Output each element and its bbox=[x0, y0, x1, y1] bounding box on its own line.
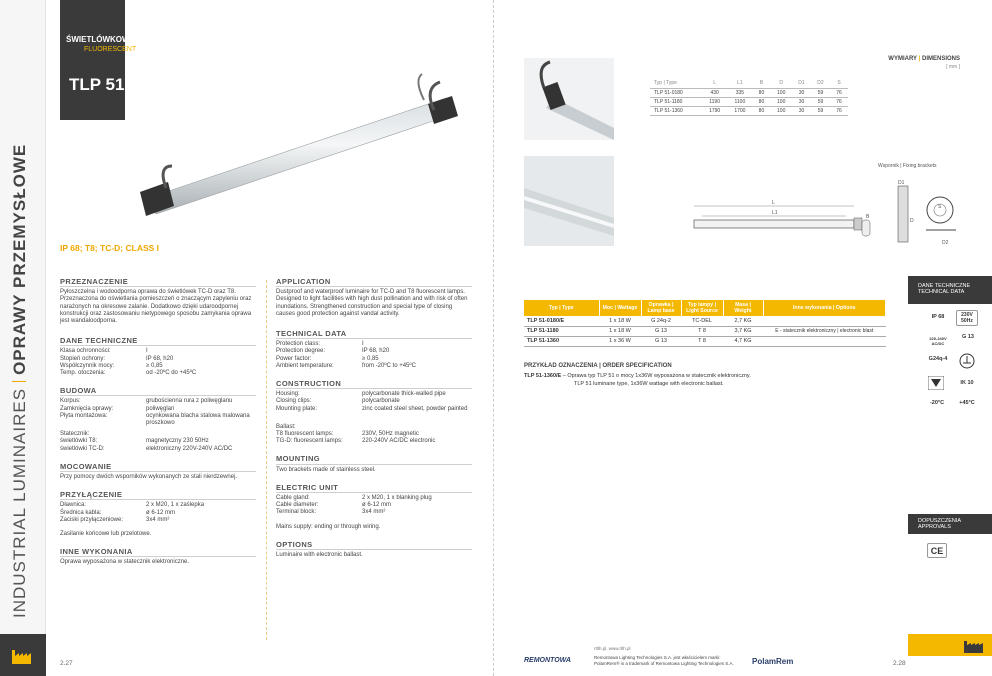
vertical-title-light: INDUSTRIAL LUMINAIRES bbox=[10, 387, 29, 618]
ip-class-line: IP 68; T8; TC-D; CLASS I bbox=[60, 243, 160, 253]
product-photo bbox=[128, 70, 478, 220]
factory-icon bbox=[908, 634, 992, 656]
en-options-text: Luminaire with electronic ballast. bbox=[276, 552, 363, 559]
en-conn-note: Mains supply: ending or through wiring. bbox=[276, 523, 381, 530]
en-tech-row: Power factor: ≥ 0,85 bbox=[276, 355, 379, 362]
polish-column bbox=[60, 278, 256, 567]
product-tag bbox=[60, 0, 137, 120]
pl-ballast-heading: Statecznik: bbox=[60, 431, 90, 438]
pl-purpose-heading: PRZEZNACZENIE bbox=[60, 278, 256, 287]
footer-line1: Remontowa Lighting Technologies S.A. jest właścicielem marki: bbox=[594, 655, 721, 660]
en-conn-row: Terminal block: 3x4 mm² bbox=[276, 509, 386, 516]
en-purpose-text: Dustproof and waterproof luminaire for TC-D and T8 fluorescent lamps. Designed to light facilities with high dust pollination and with risk of often inundations. Strengthened construction and special type of closing causes good protection against vandal activity. bbox=[276, 289, 468, 317]
en-purpose-heading: APPLICATION bbox=[276, 278, 472, 287]
en-mount-heading: MOUNTING bbox=[276, 455, 472, 464]
pl-build-row: Zamknięcia oprawy: poliwęglan bbox=[60, 405, 175, 412]
pl-build-row: Korpus: grubościenna rura z poliwęglanu bbox=[60, 398, 233, 405]
pl-conn-note: Zasilanie końcowe lub przelotowe. bbox=[60, 531, 152, 538]
side-approvals-heading-en: APPROVALS bbox=[918, 524, 951, 530]
dimensions-heading-en: DIMENSIONS bbox=[921, 56, 960, 62]
en-ballast-row: T8 fluorescent lamps: 230V, 50Hz magnetic bbox=[276, 431, 419, 438]
order-table bbox=[524, 300, 886, 347]
pl-conn-heading: PRZYŁĄCZENIE bbox=[60, 491, 256, 500]
detail-photo-tube bbox=[524, 156, 614, 246]
bracket-label: Wspornik | Fixing brackets bbox=[878, 163, 937, 169]
dim-label-D1: D1 bbox=[898, 180, 905, 186]
page-number-right: 2.28 bbox=[893, 660, 906, 667]
detail-photo-end-cap bbox=[524, 58, 614, 140]
pl-tech-heading: DANE TECHNICZNE bbox=[60, 337, 256, 346]
en-options-heading: OPTIONS bbox=[276, 541, 472, 550]
ik10-symbol: IK 10 bbox=[960, 380, 974, 386]
max-temperature-symbol: +45°C bbox=[959, 400, 975, 406]
table-row: TLP 51-1180 1 x 18 W G 13 T 8 3,7 KG E - statecznik elektroniczny | electronic blast bbox=[524, 326, 886, 336]
pl-mount-heading: MOCOWANIE bbox=[60, 463, 256, 472]
spread-fold bbox=[493, 0, 494, 676]
en-conn-row: Cable diameter: ø 6-12 mm bbox=[276, 502, 392, 509]
english-column bbox=[276, 278, 472, 559]
pl-conn-row: Zaciski przyłączeniowe: 3x4 mm² bbox=[60, 516, 170, 523]
side-tech-heading-en: TECHNICAL DATA bbox=[918, 289, 965, 295]
table-header-row: Typ | Type Moc | Wattage Oprawka | Lamp base Typ lampy | Light Source Masa | Weight Inne wykonania | Options bbox=[524, 300, 886, 316]
pl-conn-row: Dławnica: 2 x M20, 1 x zaślepka bbox=[60, 502, 205, 509]
pl-ballast-row: świetlówki TC-D: elektroniczny 220V-240V AC/DC bbox=[60, 445, 233, 452]
pl-purpose-text: Pyłoszczelna i wodoodporna oprawa do świetlówek TC-D oraz T8. Przeznaczona do oświetlania pomieszczeń o znaczącym zapyleniu oraz narażonych na okresowe zalanie. Dodatkowo dzięki udaroodpornej konstrukcji oraz zastosowaniu nietypowego sposobu zamykania oprawa jest wandaloodporna. bbox=[60, 289, 252, 325]
column-divider bbox=[266, 280, 267, 640]
pl-build-heading: BUDOWA bbox=[60, 387, 256, 396]
en-tech-row: Protection degree: IP 68, h20 bbox=[276, 348, 390, 355]
dimensions-heading-pl: WYMIARY bbox=[888, 56, 917, 62]
side-approvals-heading-pl: DOPUSZCZENIA bbox=[918, 518, 962, 524]
table-row: TLP 51-1360 1 x 36 W G 13 T 8 4,7 KG bbox=[524, 336, 886, 346]
table-row: TLP 51-1360 1790 1700 80 100 30 59 76 bbox=[650, 106, 848, 115]
en-conn-heading: ELECTRIC UNIT bbox=[276, 484, 472, 493]
table-header-row: Typ | Type L L1 B D D1 D2 S bbox=[650, 79, 848, 88]
en-ballast-row: TG-D: fluorescent lamps: 220-240V AC/DC electronic bbox=[276, 438, 436, 445]
pl-tech-row: Współczynnik mocy: ≥ 0,85 bbox=[60, 362, 163, 369]
dim-label-L1: L1 bbox=[772, 210, 778, 216]
en-tech-row: Ambient temperature: from -20ºC to +45ºC bbox=[276, 362, 416, 369]
dim-label-L: L bbox=[772, 200, 775, 206]
en-tech-heading: TECHNICAL DATA bbox=[276, 330, 472, 339]
tag-model: TLP 51 bbox=[69, 75, 125, 94]
technical-drawing bbox=[686, 172, 966, 252]
polamrem-logo: PolamRem bbox=[752, 657, 794, 666]
factory-icon bbox=[0, 634, 46, 676]
order-example-code: TLP 51-1360/E bbox=[524, 373, 562, 379]
dimensions-table bbox=[650, 79, 848, 116]
pl-tech-row: Klasa ochronności: I bbox=[60, 348, 148, 355]
pl-tech-row: Stopień ochrony: IP 68, h20 bbox=[60, 355, 174, 362]
en-tech-row: Protection class: I bbox=[276, 341, 364, 348]
table-row: TLP 51-1180 1190 1100 80 100 30 59 76 bbox=[650, 97, 848, 106]
dim-label-B: B bbox=[866, 214, 870, 220]
side-approvals-heading bbox=[908, 514, 992, 534]
pl-mount-text: Przy pomocy dwóch wsporników wykonanych ze stali nierdzewnej. bbox=[60, 474, 238, 481]
lamp-base-g24-symbol: G24q-4 bbox=[928, 356, 948, 362]
lamp-base-g13-symbol: G 13 bbox=[962, 334, 974, 340]
order-example: TLP 51-1360/E – Oprawa typ TLP 51 o mocy 1x36W wyposażona w statecznik elektroniczny. bbox=[524, 373, 751, 379]
pl-build-row: Płyta montażowa: ocynkowana blacha stalowa malowana proszkowo bbox=[60, 412, 250, 427]
pl-options-heading: INNE WYKONANIA bbox=[60, 548, 256, 557]
order-example-heading: PRZYKŁAD OZNACZENIA | ORDER SPECIFICATION bbox=[524, 363, 672, 369]
factory-icon-block-right bbox=[908, 634, 992, 656]
flame-triangle-icon bbox=[928, 376, 944, 390]
pl-tech-row: Temp. otoczenia: od -20ºC do +45ºC bbox=[60, 370, 197, 377]
order-example-en: TLP 51 luminaire type, 1x36W wattage with electronic ballast. bbox=[574, 381, 724, 387]
table-row: TLP 51-0180 430 335 80 100 30 59 76 bbox=[650, 88, 848, 97]
dim-label-S: S bbox=[938, 204, 942, 210]
side-tech-heading bbox=[908, 276, 992, 304]
dimensions-unit: [ mm ] bbox=[946, 64, 960, 70]
footer-line2: PolamRem® is a trademark of Remontowa Lighting Technologies S.A. bbox=[594, 661, 734, 666]
ip68-symbol: IP 68 bbox=[931, 314, 945, 320]
pl-conn-row: Średnica kabla: ø 6-12 mm bbox=[60, 509, 176, 516]
table-row: TLP 51-0180/E 1 x 18 W G 24q-2 TC-DEL 2,7 KG bbox=[524, 316, 886, 326]
footer-web: rtlth.pl, www.rlth.pl bbox=[594, 646, 631, 651]
dimensions-heading: WYMIARY | DIMENSIONS bbox=[888, 56, 960, 62]
pl-options-text: Oprawa wyposażona w statecznik elektroniczne. bbox=[60, 559, 190, 566]
en-build-row: Mounting plate: zinc coated steel sheet, powder painted bbox=[276, 405, 468, 412]
en-build-heading: CONSTRUCTION bbox=[276, 380, 472, 389]
side-tech-heading-pl: DANE TECHNICZNE bbox=[918, 283, 971, 289]
voltage-dc-symbol: 220-240V AC/DC bbox=[929, 336, 947, 346]
remontowa-logo: REMONTOWA bbox=[524, 657, 571, 664]
class-one-icon bbox=[958, 352, 976, 370]
order-example-pl: Oprawa typ TLP 51 o mocy 1x36W wyposażona w statecznik elektroniczny. bbox=[567, 373, 751, 379]
ce-mark: CE bbox=[927, 543, 947, 558]
en-build-row: Closing clips: polycarbonate bbox=[276, 398, 400, 405]
pl-ballast-row: świetlówki T8: magnetyczny 230 50Hz bbox=[60, 438, 209, 445]
dim-label-D: D bbox=[910, 218, 914, 224]
tag-category-en: FLUORESCENT bbox=[84, 46, 137, 53]
min-temperature-symbol: -20°C bbox=[929, 400, 945, 406]
vertical-title-bold: OPRAWY PRZEMYSŁOWE bbox=[10, 143, 29, 375]
en-conn-row: Cable gland: 2 x M20, 1 x blanking plug bbox=[276, 495, 432, 502]
tag-category-pl: ŚWIETLÓWKOWE bbox=[66, 35, 135, 44]
factory-icon-block bbox=[0, 634, 46, 676]
en-mount-text: Two brackets made of stainless steel. bbox=[276, 466, 376, 473]
page-number-left: 2.27 bbox=[60, 660, 73, 667]
vertical-section-title bbox=[10, 143, 30, 618]
voltage-symbol: 230V 50Hz bbox=[956, 310, 978, 326]
en-build-row: Housing: polycarbonate thick-walled pipe bbox=[276, 391, 446, 398]
dim-label-D2: D2 bbox=[942, 240, 949, 246]
en-ballast-heading: Ballast: bbox=[276, 423, 296, 430]
